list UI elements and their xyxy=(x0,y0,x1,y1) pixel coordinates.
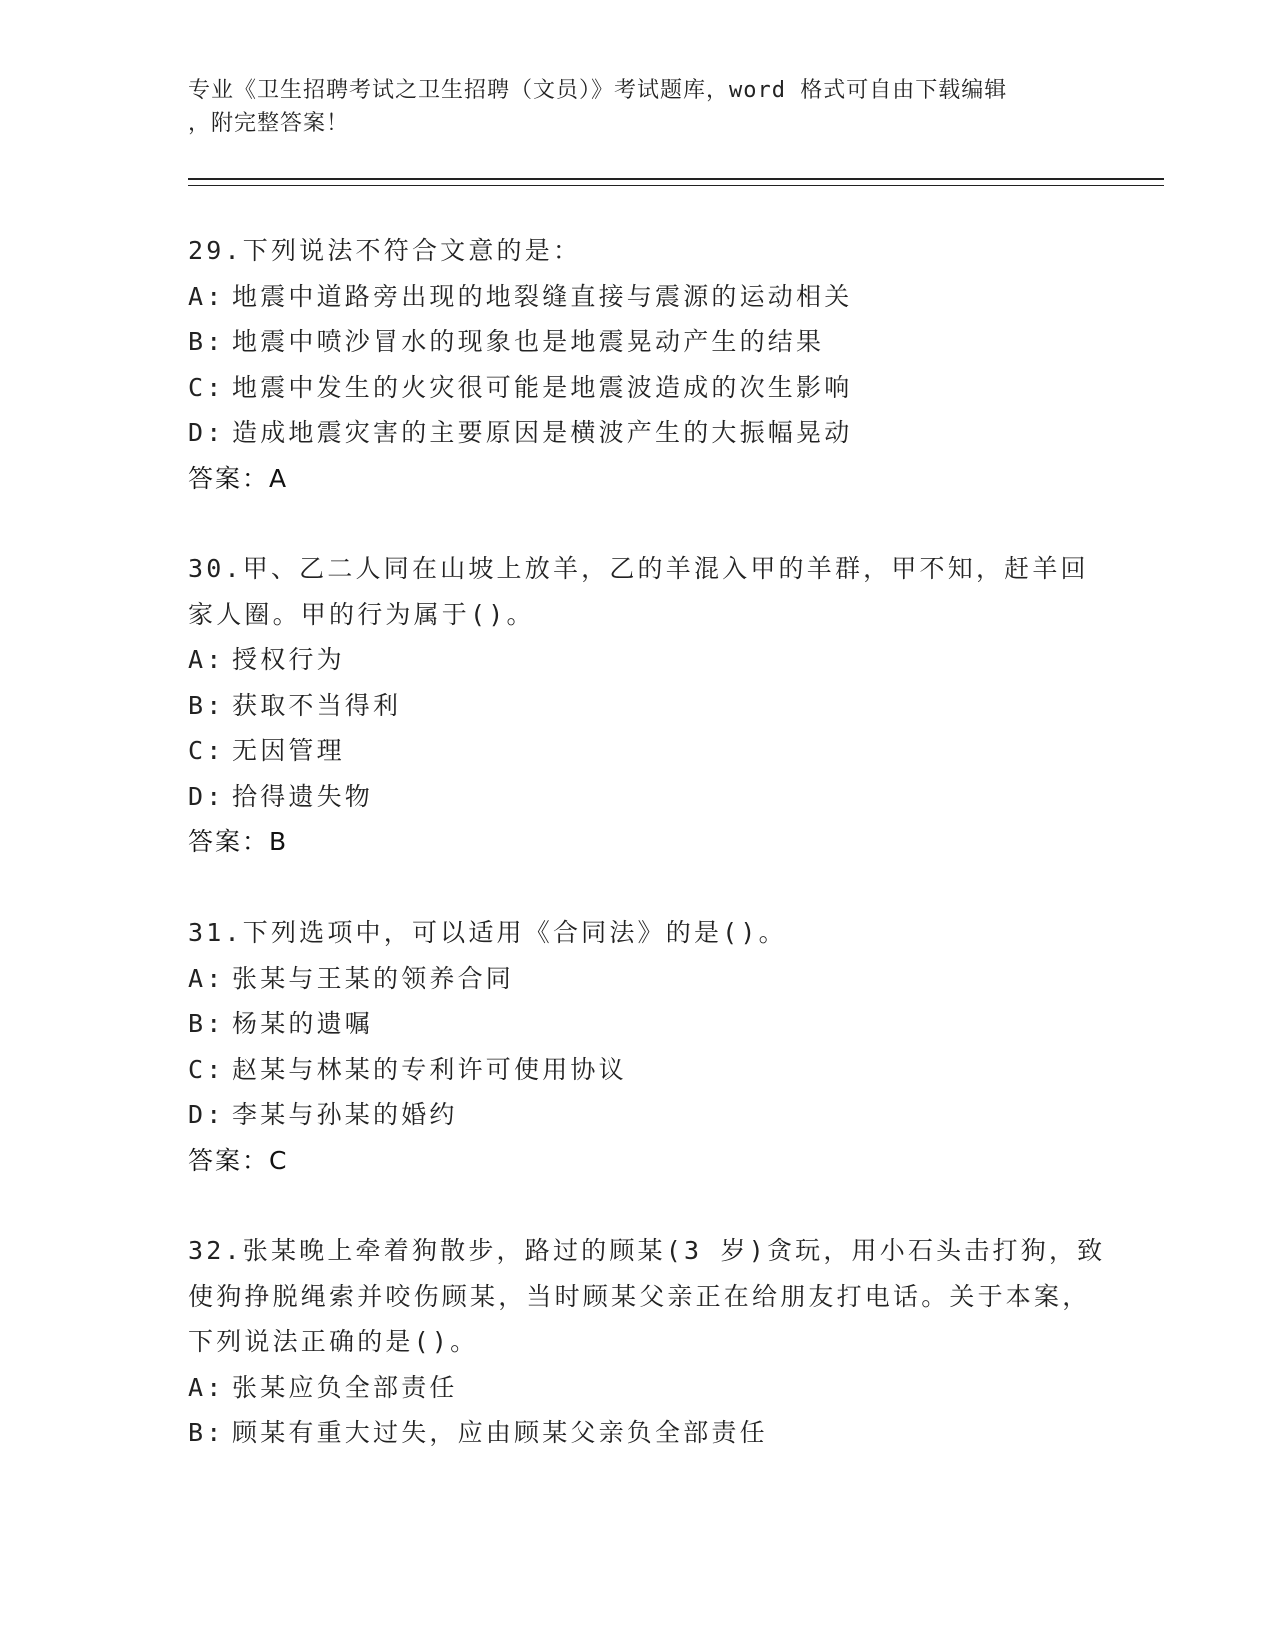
option-text: 张某与王某的领养合同 xyxy=(232,963,515,993)
option-a xyxy=(188,274,1108,320)
option-text: 赵某与林某的专利许可使用协议 xyxy=(232,1054,627,1084)
option-letter: D: xyxy=(188,418,225,447)
option-text: 张某应负全部责任 xyxy=(232,1372,458,1402)
option-letter: A: xyxy=(188,1372,225,1402)
question-stem: 32.张某晚上牵着狗散步，路过的顾某(3 岁)贪玩，用小石头击打狗，致使狗挣脱绳索并咬伤顾某，当时顾某父亲正在给朋友打电话。关于本案，下列说法正确的是()。 xyxy=(188,1236,1106,1356)
option-letter: B: xyxy=(188,1009,225,1038)
header-line-1: 专业《卫生招聘考试之卫生招聘（文员）》考试题库，word 格式可自由下载编辑 xyxy=(188,78,1008,103)
question-stem: 30.甲、乙二人同在山坡上放羊，乙的羊混入甲的羊群，甲不知，赶羊回家人圈。甲的行为属于()。 xyxy=(188,554,1089,629)
option-text: 地震中发生的火灾很可能是地震波造成的次生影响 xyxy=(232,372,853,402)
question-stem: 29.下列说法不符合文意的是： xyxy=(188,236,582,265)
option-text: 造成地震灾害的主要原因是横波产生的大振幅晃动 xyxy=(232,418,853,447)
question-29 xyxy=(188,228,1108,501)
option-b xyxy=(188,1410,1108,1456)
option-text: 顾某有重大过失，应由顾某父亲负全部责任 xyxy=(232,1418,768,1447)
header-divider xyxy=(188,178,1164,186)
option-letter: C: xyxy=(188,372,225,402)
option-text: 授权行为 xyxy=(232,645,345,674)
question-stem: 31.下列选项中，可以适用《合同法》的是()。 xyxy=(188,918,787,947)
option-d xyxy=(188,1092,1108,1138)
option-c xyxy=(188,728,1108,774)
option-text: 杨某的遗嘱 xyxy=(232,1009,374,1038)
option-text: 无因管理 xyxy=(232,736,345,765)
option-a xyxy=(188,637,1108,683)
option-text: 李某与孙某的婚约 xyxy=(232,1100,458,1129)
option-letter: A: xyxy=(188,963,225,993)
answer-line: 答案：B xyxy=(188,827,289,856)
header-line-2: ，附完整答案！ xyxy=(188,111,350,136)
option-a xyxy=(188,956,1108,1002)
option-a xyxy=(188,1365,1108,1411)
option-letter: D: xyxy=(188,1100,225,1129)
option-c xyxy=(188,1047,1108,1093)
option-letter: C: xyxy=(188,1054,225,1084)
option-letter: D: xyxy=(188,781,225,811)
option-c xyxy=(188,365,1108,411)
option-text: 地震中喷沙冒水的现象也是地震晃动产生的结果 xyxy=(232,327,825,356)
option-text: 获取不当得利 xyxy=(232,690,402,720)
option-letter: A: xyxy=(188,281,225,311)
option-b xyxy=(188,683,1108,729)
option-letter: B: xyxy=(188,1418,225,1447)
question-31 xyxy=(188,910,1108,1183)
option-d xyxy=(188,410,1108,456)
question-30 xyxy=(188,546,1108,865)
option-d xyxy=(188,774,1108,820)
option-text: 地震中道路旁出现的地裂缝直接与震源的运动相关 xyxy=(232,281,853,311)
answer-line: 答案：A xyxy=(188,463,289,493)
option-letter: B: xyxy=(188,690,225,720)
question-32 xyxy=(188,1228,1108,1456)
answer-line: 答案：C xyxy=(188,1145,289,1175)
document-header xyxy=(188,74,1088,140)
option-letter: B: xyxy=(188,327,225,356)
option-letter: C: xyxy=(188,736,225,765)
option-text: 拾得遗失物 xyxy=(232,781,374,811)
option-b xyxy=(188,319,1108,365)
option-b xyxy=(188,1001,1108,1047)
option-letter: A: xyxy=(188,645,225,674)
